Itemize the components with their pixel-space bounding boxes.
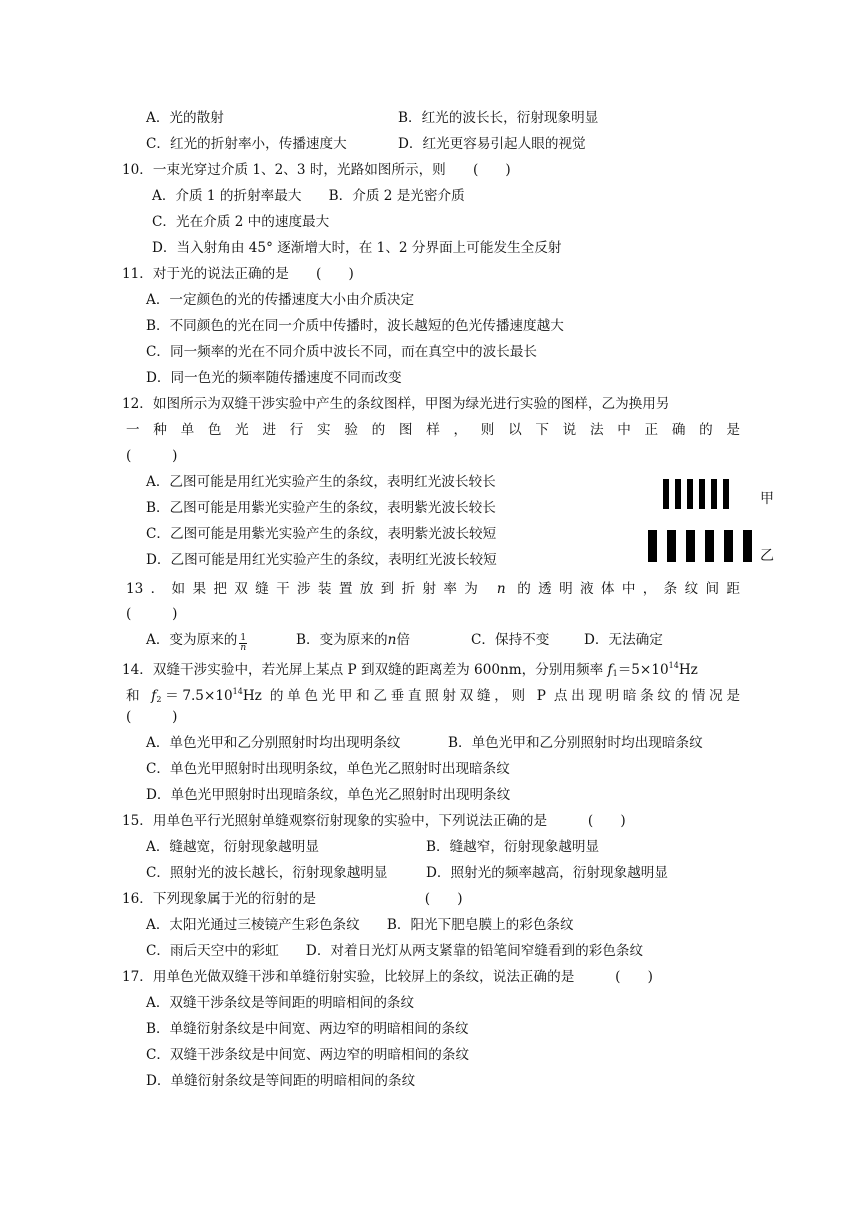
q14-stem-post: 的单色光甲和乙垂直照射双缝，则 P 点出现明暗条纹的情况是 [269,688,741,704]
q13-option-b-pre: B．变为原来的 [296,632,388,648]
figure-label-jia: 甲 [760,491,774,507]
q12-option-b: B．乙图可能是用紫光实验产生的条纹，表明紫光波长较长 [146,500,496,516]
q16-options-ab: A．太阳光通过三棱镜产生彩色条纹 B．阳光下肥皂膜上的彩色条纹 [146,917,574,933]
q9-option-b: B．红光的波长长，衍射现象明显 [398,110,599,126]
q14-exponent-1: 14 [668,661,679,670]
fringe-bar [705,530,714,562]
q17-option-a: A．双缝干涉条纹是等间距的明暗相间的条纹 [146,995,415,1011]
q14-option-d: D．单色光甲照射时出现暗条纹，单色光乙照射时出现明条纹 [146,787,511,803]
q10-stem: 10．一束光穿过介质 1、2、3 时，光路如图所示，则 ( ) [122,162,511,178]
q12-answer-paren: ( ) [126,448,178,464]
fringe-bar [663,479,669,509]
q13-stem-pre: 13．如果把双缝干涉装置放到折射率为 [126,581,486,597]
q13-stem [126,580,740,598]
q13-option-a-text: A．变为原来的 [146,632,238,648]
q10-option-d: D．当入射角由 45° 逐渐增大时，在 1、2 分界面上可能发生全反射 [152,240,562,256]
fringe-pattern-yi [648,530,752,562]
q10-option-c: C．光在介质 2 中的速度最大 [152,214,330,230]
q14-unit-1: Hz [678,662,698,678]
q12-option-a: A．乙图可能是用红光实验产生的条纹，表明红光波长较长 [146,474,496,490]
q13-option-a [146,631,249,653]
fringe-bar [724,530,733,562]
fringe-bar [687,479,693,509]
q14-value-2: ＝7.5×10 [161,688,233,704]
q11-option-a: A．一定颜色的光的传播速度大小由介质决定 [146,292,415,308]
q16-options-cd: C．雨后天空中的彩虹 D．对着日光灯从两支紧靠的铅笔间窄缝看到的彩色条纹 [146,943,644,959]
q11-option-c: C．同一频率的光在不同介质中波长不同，而在真空中的波长最长 [146,344,538,360]
q11-option-b: B．不同颜色的光在同一介质中传播时，波长越短的色光传播速度越大 [146,318,564,334]
q15-option-b: B．缝越窄，衍射现象越明显 [426,839,600,855]
q17-stem: 17．用单色光做双缝干涉和单缝衍射实验，比较屏上的条纹，说法正确的是 ( ) [122,969,653,985]
fringe-bar [648,530,657,562]
q14-stem-pre: 14．双缝干涉实验中，若光屏上某点 P 到双缝的距离差为 600nm，分别用频率 [122,662,604,678]
q12-stem-line1: 12．如图所示为双缝干涉实验中产生的条纹图样，甲图为绿光进行实验的图样，乙为换用另 [122,396,670,412]
q11-stem: 11．对于光的说法正确的是 ( ) [122,266,354,282]
q14-option-a: A．单色光甲和乙分别照射时均出现明条纹 [146,735,401,751]
q15-option-c: C．照射光的波长越长，衍射现象越明显 [146,865,388,881]
q15-stem: 15．用单色平行光照射单缝观察衍射现象的实验中，下列说法正确的是 ( ) [122,813,626,829]
q14-and: 和 [126,688,144,704]
q17-option-d: D．单缝衍射条纹是等间距的明暗相间的条纹 [146,1073,416,1089]
q13-option-b [296,631,410,649]
q14-exponent-2: 14 [232,687,243,696]
fringe-bar [675,479,681,509]
q14-answer-paren: ( ) [126,709,178,725]
q13-option-b-n: n [387,632,397,648]
q14-symbol-f1: f [607,662,613,678]
fraction-numerator: 1 [240,633,247,643]
q15-option-a: A．缝越宽，衍射现象越明显 [146,839,319,855]
q17-option-c: C．双缝干涉条纹是中间宽、两边窄的明暗相间的条纹 [146,1047,470,1063]
q10-options-ab: A．介质 1 的折射率最大 B．介质 2 是光密介质 [152,188,465,204]
q14-subscript-1: 1 [612,669,618,678]
q11-option-d: D．同一色光的频率随传播速度不同而改变 [146,370,402,386]
q14-option-c: C．单色光甲照射时出现明条纹，单色光乙照射时出现暗条纹 [146,761,510,777]
fringe-bar [743,530,752,562]
fringe-bar [711,479,717,509]
q13-answer-paren: ( ) [126,606,178,622]
fringe-bar [699,479,705,509]
q12-option-c: C．乙图可能是用紫光实验产生的条纹，表明紫光波长较短 [146,526,497,542]
q14-stem-line2 [126,683,740,709]
q13-option-b-post: 倍 [396,632,410,648]
fraction-1-over-n [239,634,247,653]
q14-unit-2: Hz [242,688,262,704]
q14-stem-line1 [122,657,698,683]
q13-option-c: C．保持不变 [471,632,550,648]
q9-option-c: C．红光的折射率小，传播速度大 [146,136,347,152]
q12-stem-line2: 一种单色光进行实验的图样，则以下说法中正确的是 [126,422,740,438]
q9-option-a: A．光的散射 [146,110,224,126]
q13-stem-post: 的透明液体中，条纹间距 [517,581,740,597]
fringe-bar [723,479,729,509]
q9-option-d: D．红光更容易引起人眼的视觉 [398,136,586,152]
figure-label-yi: 乙 [760,548,774,564]
fraction-denominator: n [240,643,247,653]
q12-option-d: D．乙图可能是用红光实验产生的条纹，表明红光波长较短 [146,552,497,568]
q14-value-1: ＝5×10 [617,662,669,678]
q14-subscript-2: 2 [156,695,162,704]
q13-symbol-n: n [496,581,506,597]
q17-option-b: B．单缝衍射条纹是中间宽、两边窄的明暗相间的条纹 [146,1021,469,1037]
q13-option-d: D．无法确定 [584,632,663,648]
q16-stem: 16．下列现象属于光的衍射的是 ( ) [122,891,463,907]
fringe-pattern-jia [663,479,729,509]
fringe-bar [667,530,676,562]
q14-symbol-f2: f [151,688,157,704]
fringe-bar [686,530,695,562]
q14-option-b: B．单色光甲和乙分别照射时均出现暗条纹 [448,735,703,751]
q15-option-d: D．照射光的频率越高，衍射现象越明显 [426,865,668,881]
